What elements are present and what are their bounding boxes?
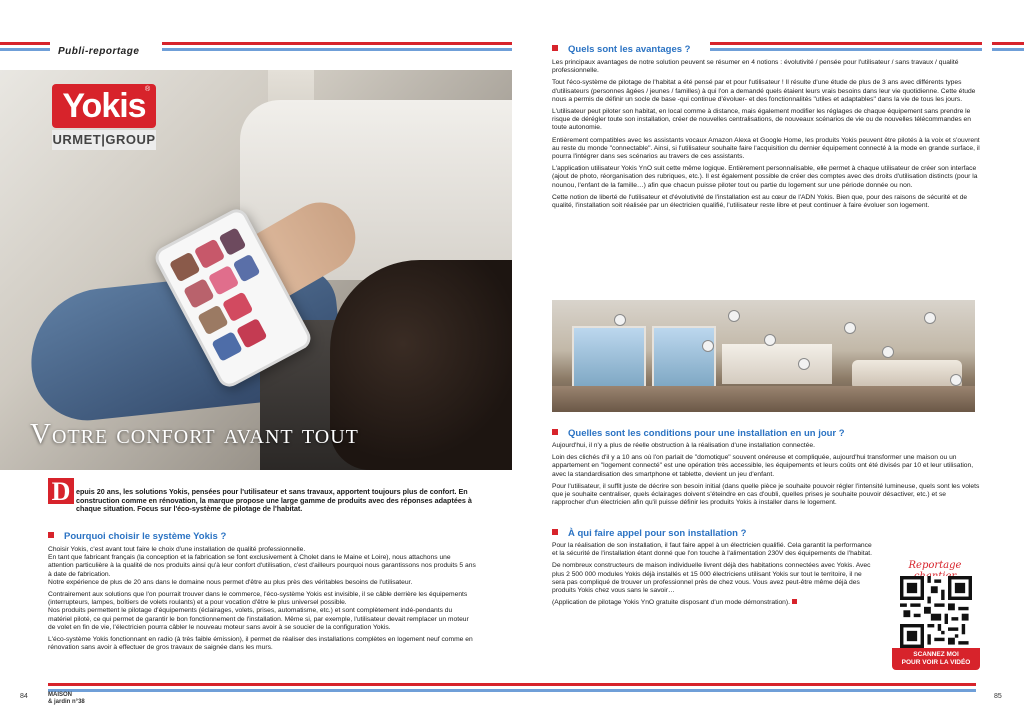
bullet-square-icon	[552, 429, 558, 435]
device-node-icon	[728, 310, 740, 322]
section-heading: À qui faire appel pour son installation ?	[552, 528, 746, 539]
yokis-logo: Yokis	[52, 84, 156, 128]
paragraph: Loin des clichés d'il y a 10 ans où l'on parlait de "domotique" souvent onéreuse et compliquée, aujourd'hui transformer une maison ou un appartement en "logement connecté" est une opération très accessible, les équipements et leurs coûts ont été divisés par 10 et leur utilisation, avec la standardisation des smartphone et tablette, devient un jeu d'enfant.	[552, 454, 974, 478]
section-heading: Pourquoi choisir le système Yokis ?	[48, 531, 226, 542]
header-stripe	[710, 42, 982, 45]
header-stripe	[162, 48, 512, 51]
section-heading: Quelles sont les conditions pour une installation en un jour ?	[552, 428, 845, 439]
paragraph: Pour l'utilisateur, il suffit juste de décrire son besoin initial (dans quelle pièce je souhaite pouvoir régler l'intensité lumineuse, quels sont les volets que je souhaite centraliser, quels éclairages doivent s'éteindre en cas d'oubli, quelles prises je souhaite pouvoir désactiver, etc.) et se rapprocher d'un électricien afin qu'il puisse définir les produits Yokis à installer dans le logement.	[552, 482, 980, 507]
magazine-issue: & jardin n°38	[48, 699, 85, 705]
connected-home-photo	[552, 300, 975, 412]
paragraph: Cette notion de liberté de l'utilisateur et d'évolutivité de l'installation est au cœur de l'ADN Yokis. Bien que, pour des raisons de sécurité et de qualité, l'installation soit réalisée par un électricien qualifié, l'utilisateur reste libre et peut continuer à faire évoluer son logement.	[552, 193, 968, 210]
bullet-square-icon	[552, 529, 558, 535]
header-stripe	[162, 42, 512, 45]
left-body-text	[48, 546, 476, 656]
footer-stripe	[512, 689, 976, 692]
footer-stripe	[48, 689, 512, 692]
qr-code[interactable]	[900, 576, 972, 648]
device-node-icon	[614, 314, 626, 326]
footer-stripe	[512, 683, 976, 686]
end-mark-icon	[792, 599, 797, 604]
right-body-text-1	[552, 59, 980, 214]
paragraph: Aujourd'hui, il n'y a plus de réelle obstruction à la réalisation d'une installation connectée.	[552, 442, 815, 449]
section-heading: Quels sont les avantages ?	[552, 44, 691, 55]
section-label: Publi-reportage	[58, 46, 140, 57]
paragraph: Notre expérience de plus de 20 ans dans le domaine nous permet d'être au plus près des véritables besoins de l'utilisateur.	[48, 578, 413, 586]
header-stripe	[992, 48, 1024, 51]
paragraph: (Application de pilotage Yokis YnO gratuite disposant d'un mode démonstration).	[552, 599, 874, 607]
paragraph: En tant que fabricant français (la conception et la fabrication se font exclusivement à Cholet dans le Maine et Loire), nous attachons une attention particulière à la qualité de nos produits ainsi qu'à leur confort d'utilisation, c'est d'ailleurs pourquoi nous garantissons nos produits 5 ans à date de fabrication.	[48, 554, 476, 578]
header-stripe	[992, 42, 1024, 45]
device-node-icon	[798, 358, 810, 370]
right-body-text-2	[552, 442, 980, 511]
header-stripe	[710, 48, 982, 51]
header-stripe	[0, 48, 50, 51]
device-node-icon	[702, 340, 714, 352]
drop-cap: D	[48, 478, 74, 504]
paragraph: Les principaux avantages de notre solution peuvent se résumer en 4 notions : évolutivité / pensée pour l'utilisateur / sans travaux / qualité professionnelle.	[552, 59, 959, 75]
registered-mark: ®	[145, 86, 151, 93]
bullet-square-icon	[552, 45, 558, 51]
qr-title: Reportage	[908, 560, 962, 571]
device-node-icon	[844, 322, 856, 334]
scan-label: POUR VOIR LA VIDÉO	[901, 659, 971, 666]
scan-banner	[892, 648, 980, 670]
page-number: 84	[20, 693, 28, 700]
paragraph: Nos produits permettent le pilotage d'équipements (éclairages, volets, prises, automatisme, etc.) et sont complètement indé-pendants du matériel piloté, ce qui permet de garantir le bon fonctionnement de l'installation. Même si, par exemple, l'utilisateur devait remplacer un moteur de volet en fin de vie, l'électricien pourra câbler le nouveau moteur sans avoir à se soucier de la configuration Yokis.	[48, 607, 469, 631]
device-node-icon	[924, 312, 936, 324]
scan-label: SCANNEZ MOI	[913, 651, 959, 658]
urmet-group-logo: URMET|GROUP	[52, 130, 156, 150]
page-number: 85	[994, 693, 1002, 700]
device-node-icon	[950, 374, 962, 386]
article-title: Votre confort avant tout	[30, 418, 359, 450]
magazine-logo	[48, 692, 85, 706]
paragraph: Tout l'éco-système de pilotage de l'habitat a été pensé par et pour l'utilisateur ! Il résulte d'une étude de plus de 3 ans avec différents types d'utilisateurs (personnes âgées / jeunes / familles) à qui l'on a demandé quels étaient leurs vrais besoins dans leur vie quotidienne. Cette étude nous a permis de définir un socle de base -qui continue d'évoluer- et des fonctionnalités "utiles et adaptables" dans la vie de tous les jours.	[552, 79, 976, 103]
device-node-icon	[764, 334, 776, 346]
intro-paragraph: epuis 20 ans, les solutions Yokis, pensées pour l'utilisateur et sans travaux, apportent toujours plus de confort. En construction comme en rénovation, la marque propose une large gamme de produits avec des réponses adaptées à chaque situation. Focus sur l'éco-système de pilotage de l'habitat.	[76, 487, 472, 514]
paragraph: L'application utilisateur Yokis YnO suit cette même logique. Entièrement personnalisable, elle permet à chaque utilisateur de créer son interface (ajout de photo, réorganisation des rubriques, etc.). Il est également possible de créer des comptes avec des droits d'utilisation distincts (pour la nounou, l'enfant de la famille…) afin que chacun puisse piloter tout ou partie du logement sur une période donnée ou non.	[552, 165, 978, 189]
paragraph: Entièrement compatibles avec les assistants vocaux Amazon Alexa et Google Home, les produits Yokis peuvent être pilotés à la voix et s'ouvrent au reste du monde "connectable". Ainsi, si l'utilisateur souhaite faire l'acquisition du dernier équipement connecté à la mode en grande surface, il pourra l'intégrer dans ses scénarios au travers de ces assistants.	[552, 136, 980, 161]
paragraph: L'utilisateur peut piloter son habitat, en local comme à distance, mais également modifier les réglages de chaque équipement sans prendre le risque de dérégler toute son installation, créer de nouvelles centralisations, de nouveaux scénarios de vie ou de nouvelles télécommandes en toute autonomie.	[552, 108, 971, 132]
paragraph: Pour la réalisation de son installation, il faut faire appel à un électricien qualifié. Cela garantit la performance et la sécurité de l'installation étant donné que l'on touche à l'alimentation 230V des équipements de l'habitat.	[552, 542, 873, 558]
right-body-text-3	[552, 542, 874, 611]
header-stripe	[0, 42, 50, 45]
footer-stripe	[48, 683, 512, 686]
magazine-name: MAISON	[48, 692, 72, 698]
bullet-square-icon	[48, 532, 54, 538]
device-node-icon	[882, 346, 894, 358]
paragraph: Contrairement aux solutions que l'on pourrait trouver dans le commerce, l'éco-système Yokis est invisible, il se câble derrière les équipements (interrupteurs, lampes, boîtiers de volets roulants) et a pour vocation d'être le plus universel possible.	[48, 591, 468, 607]
paragraph: De nombreux constructeurs de maison individuelle livrent déjà des habitations connectées avec Yokis. Avec plus 2 500 000 modules Yokis déjà installés et 15 000 électriciens utilisant Yokis sur tout le territoire, il ne sera pas compliqué de trouver un professionnel près de chez vous. Vous avez peut-être même déjà des produits Yokis chez vous sans le savoir…	[552, 562, 871, 595]
paragraph: Choisir Yokis, c'est avant tout faire le choix d'une installation de qualité professionnelle.	[48, 546, 306, 553]
paragraph: L'éco-système Yokis fonctionnant en radio (à très faible émission), il permet de réaliser des installations complètes en logement neuf comme en rénovation sans avoir à effectuer de gros travaux de saignée dans les murs.	[48, 636, 473, 652]
